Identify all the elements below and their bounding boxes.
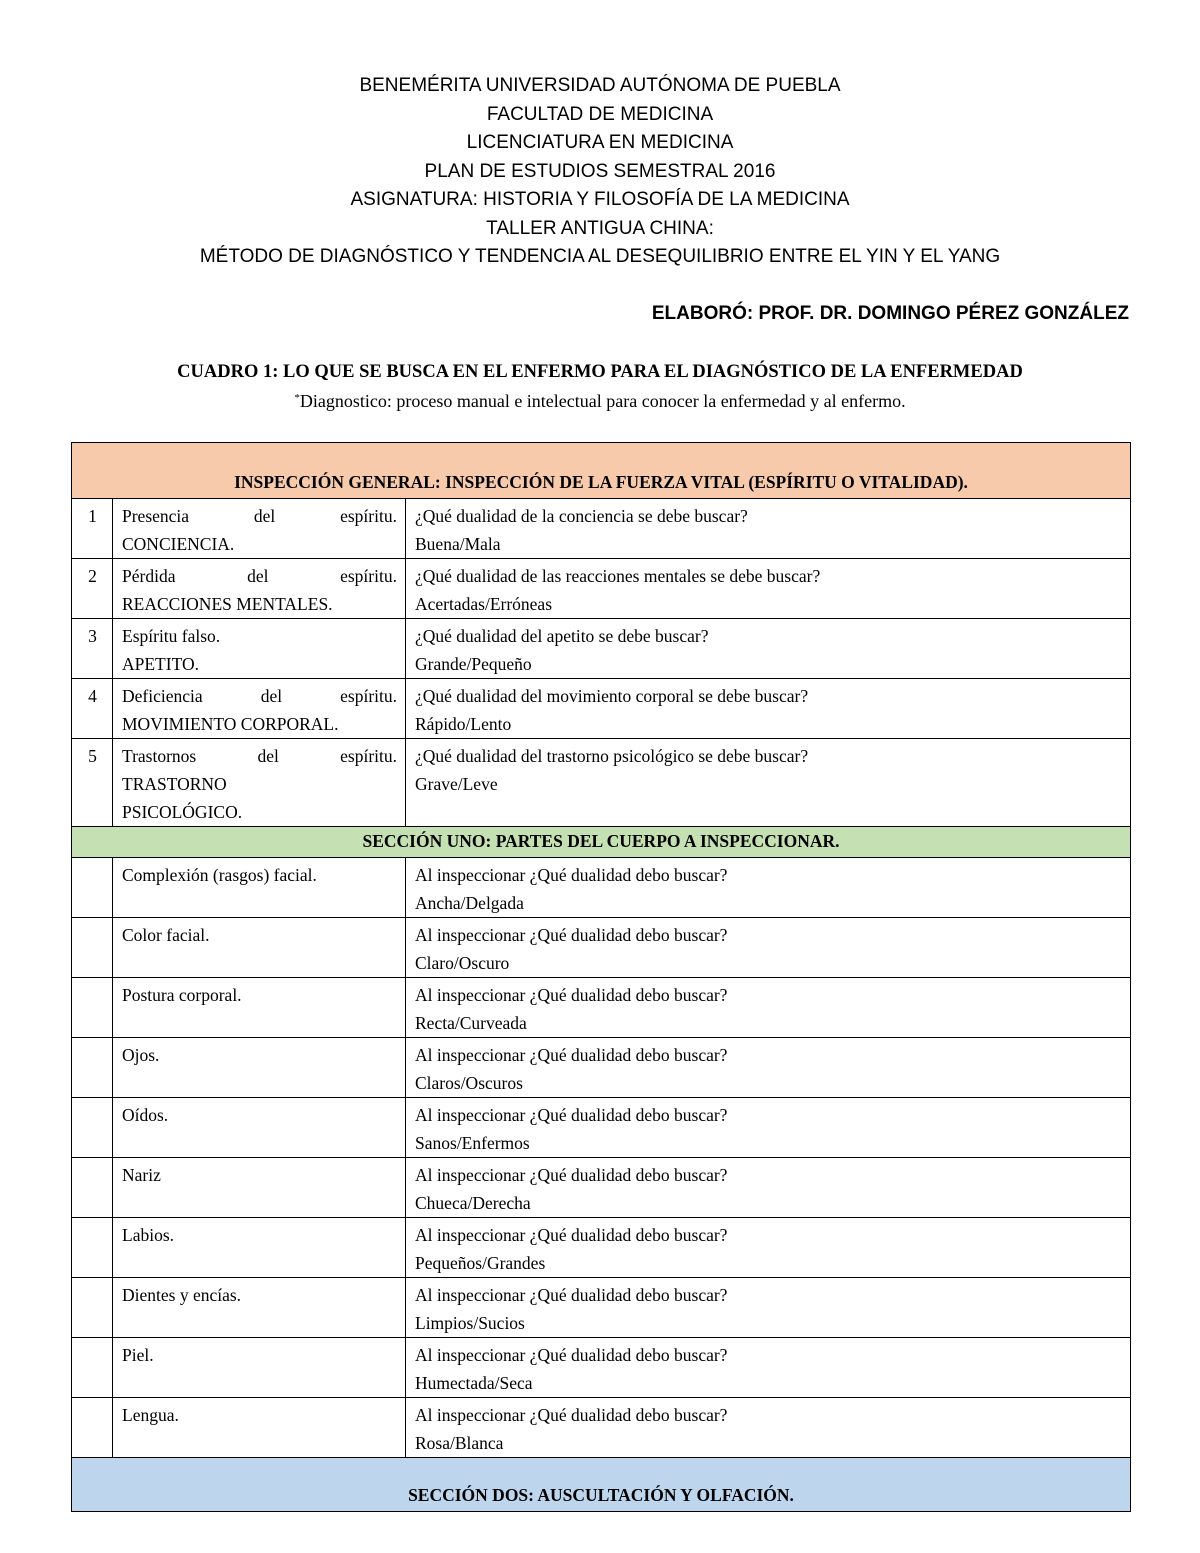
table-note	[0, 391, 1200, 412]
table-title: CUADRO 1: LO QUE SE BUSCA EN EL ENFERMO PARA EL DIAGNÓSTICO DE LA ENFERMEDAD	[177, 362, 1023, 382]
empty-number-cell	[72, 1038, 113, 1098]
aspect-cell	[113, 679, 406, 739]
question-text: Al inspeccionar ¿Qué dualidad debo buscar?	[415, 865, 728, 885]
aspect-word: espíritu.	[340, 746, 397, 766]
question-cell	[406, 679, 1131, 739]
empty-number-cell	[72, 918, 113, 978]
aspect-word: del	[253, 506, 276, 526]
question-text: Al inspeccionar ¿Qué dualidad debo buscar?	[415, 1285, 728, 1305]
body-part-cell: Ojos.	[113, 1038, 406, 1098]
aspect-word: Presencia	[122, 506, 190, 526]
question-cell	[406, 1338, 1131, 1398]
answer-text: Sanos/Enfermos	[415, 1133, 530, 1153]
question-cell	[406, 1098, 1131, 1158]
answer-text: Rosa/Blanca	[415, 1433, 504, 1453]
faculty-name: FACULTAD DE MEDICINA	[486, 103, 714, 125]
aspect-word: del	[260, 686, 283, 706]
workshop-name: TALLER ANTIGUA CHINA:	[486, 217, 714, 239]
table-row	[72, 858, 1131, 918]
aspect-word: Deficiencia	[122, 686, 203, 706]
row-number: 5	[72, 739, 113, 827]
body-part-cell: Lengua.	[113, 1398, 406, 1458]
question-text: ¿Qué dualidad de la conciencia se debe buscar?	[415, 506, 748, 526]
table-row	[72, 1398, 1131, 1458]
note-text: Diagnostico: proceso manual e intelectual para conocer la enfermedad y al enfermo.	[299, 391, 906, 411]
answer-text: Humectada/Seca	[415, 1373, 533, 1393]
aspect-word: del	[247, 566, 269, 586]
question-text: Al inspeccionar ¿Qué dualidad debo buscar?	[415, 1225, 728, 1245]
question-text: Al inspeccionar ¿Qué dualidad debo buscar?	[415, 985, 728, 1005]
empty-number-cell	[72, 978, 113, 1038]
empty-number-cell	[72, 1398, 113, 1458]
answer-text: Grave/Leve	[415, 774, 498, 794]
section-row-general	[72, 443, 1131, 499]
answer-text: Claros/Oscuros	[415, 1073, 523, 1093]
answer-text: Acertadas/Erróneas	[415, 594, 553, 614]
question-text: Al inspeccionar ¿Qué dualidad debo buscar?	[415, 1345, 728, 1365]
body-part-cell: Complexión (rasgos) facial.	[113, 858, 406, 918]
body-part-cell: Oídos.	[113, 1098, 406, 1158]
aspect-word: del	[257, 746, 279, 766]
question-cell	[406, 619, 1131, 679]
row-number: 1	[72, 499, 113, 559]
table-row	[72, 679, 1131, 739]
answer-text: Ancha/Delgada	[415, 893, 524, 913]
question-cell	[406, 1278, 1131, 1338]
empty-number-cell	[72, 1218, 113, 1278]
answer-text: Chueca/Derecha	[415, 1193, 531, 1213]
aspect-cell	[113, 499, 406, 559]
empty-number-cell	[72, 1158, 113, 1218]
study-plan: PLAN DE ESTUDIOS SEMESTRAL 2016	[424, 160, 776, 182]
table-row	[72, 1338, 1131, 1398]
question-cell	[406, 978, 1131, 1038]
row-number: 3	[72, 619, 113, 679]
workshop-topic: MÉTODO DE DIAGNÓSTICO Y TENDENCIA AL DESEQUILIBRIO ENTRE EL YIN Y EL YANG	[199, 246, 1001, 267]
aspect-caps: REACCIONES MENTALES.	[122, 594, 333, 614]
university-name: BENEMÉRITA UNIVERSIDAD AUTÓNOMA DE PUEBLA	[359, 75, 841, 96]
table-row	[72, 1218, 1131, 1278]
question-text: Al inspeccionar ¿Qué dualidad debo buscar?	[415, 1165, 728, 1185]
empty-number-cell	[72, 1278, 113, 1338]
body-part-cell: Dientes y encías.	[113, 1278, 406, 1338]
table-row	[72, 619, 1131, 679]
question-text: Al inspeccionar ¿Qué dualidad debo buscar?	[415, 1045, 728, 1065]
author-line: ELABORÓ: PROF. DR. DOMINGO PÉREZ GONZÁLEZ	[651, 303, 1129, 324]
question-text: ¿Qué dualidad del movimiento corporal se debe buscar?	[415, 686, 809, 706]
row-number: 2	[72, 559, 113, 619]
subject-name: ASIGNATURA: HISTORIA Y FILOSOFÍA DE LA MEDICINA	[350, 189, 850, 210]
answer-text: Pequeños/Grandes	[415, 1253, 546, 1273]
section-row-two	[72, 1458, 1131, 1512]
section-row-one	[72, 827, 1131, 858]
diagnosis-table	[71, 442, 1131, 1512]
question-cell	[406, 918, 1131, 978]
table-row	[72, 1158, 1131, 1218]
body-part-cell: Postura corporal.	[113, 978, 406, 1038]
aspect-word: Pérdida	[122, 566, 176, 586]
question-text: Al inspeccionar ¿Qué dualidad debo buscar?	[415, 1105, 728, 1125]
table-row	[72, 559, 1131, 619]
answer-text: Rápido/Lento	[415, 714, 512, 734]
answer-text: Recta/Curveada	[415, 1013, 527, 1033]
document-header	[0, 72, 1200, 272]
question-cell	[406, 559, 1131, 619]
aspect-caps: MOVIMIENTO CORPORAL.	[122, 714, 339, 734]
aspect-cell	[113, 559, 406, 619]
answer-text: Claro/Oscuro	[415, 953, 510, 973]
empty-number-cell	[72, 1098, 113, 1158]
question-cell	[406, 499, 1131, 559]
aspect-caps: APETITO.	[122, 654, 199, 674]
question-cell	[406, 1218, 1131, 1278]
table-row	[72, 1278, 1131, 1338]
aspect-word: espíritu.	[340, 506, 397, 526]
table-row	[72, 499, 1131, 559]
aspect-caps: PSICOLÓGICO.	[122, 802, 243, 822]
section-one-header: SECCIÓN UNO: PARTES DEL CUERPO A INSPECCIONAR.	[72, 827, 1131, 858]
body-part-cell: Nariz	[113, 1158, 406, 1218]
question-cell	[406, 1398, 1131, 1458]
aspect-caps: CONCIENCIA.	[122, 534, 235, 554]
question-cell	[406, 1038, 1131, 1098]
section-general-header: INSPECCIÓN GENERAL: INSPECCIÓN DE LA FUERZA VITAL (ESPÍRITU O VITALIDAD).	[72, 443, 1131, 499]
aspect-cell	[113, 739, 406, 827]
aspect-caps: TRASTORNO	[122, 774, 227, 794]
row-number: 4	[72, 679, 113, 739]
answer-text: Buena/Mala	[415, 534, 501, 554]
body-part-cell: Piel.	[113, 1338, 406, 1398]
aspect-word: espíritu.	[340, 686, 397, 706]
question-cell	[406, 1158, 1131, 1218]
question-cell	[406, 739, 1131, 827]
aspect-cell	[113, 619, 406, 679]
table-row	[72, 918, 1131, 978]
question-text: ¿Qué dualidad del trastorno psicológico se debe buscar?	[415, 746, 809, 766]
aspect-word: Trastornos	[122, 746, 197, 766]
body-part-cell: Labios.	[113, 1218, 406, 1278]
question-cell	[406, 858, 1131, 918]
note-mark: *	[294, 392, 300, 404]
empty-number-cell	[72, 1338, 113, 1398]
degree-name: LICENCIATURA EN MEDICINA	[466, 132, 734, 153]
question-text: ¿Qué dualidad de las reacciones mentales se debe buscar?	[415, 566, 821, 586]
section-two-header: SECCIÓN DOS: AUSCULTACIÓN Y OLFACIÓN.	[72, 1458, 1131, 1512]
answer-text: Limpios/Sucios	[415, 1313, 525, 1333]
aspect-label: Espíritu falso.	[122, 626, 221, 646]
table-row	[72, 978, 1131, 1038]
empty-number-cell	[72, 858, 113, 918]
table-row	[72, 1038, 1131, 1098]
answer-text: Grande/Pequeño	[415, 654, 532, 674]
table-row	[72, 1098, 1131, 1158]
question-text: Al inspeccionar ¿Qué dualidad debo buscar?	[415, 925, 728, 945]
table-row	[72, 739, 1131, 827]
aspect-word: espíritu.	[340, 566, 397, 586]
body-part-cell: Color facial.	[113, 918, 406, 978]
question-text: ¿Qué dualidad del apetito se debe buscar?	[415, 626, 709, 646]
question-text: Al inspeccionar ¿Qué dualidad debo buscar?	[415, 1405, 728, 1425]
